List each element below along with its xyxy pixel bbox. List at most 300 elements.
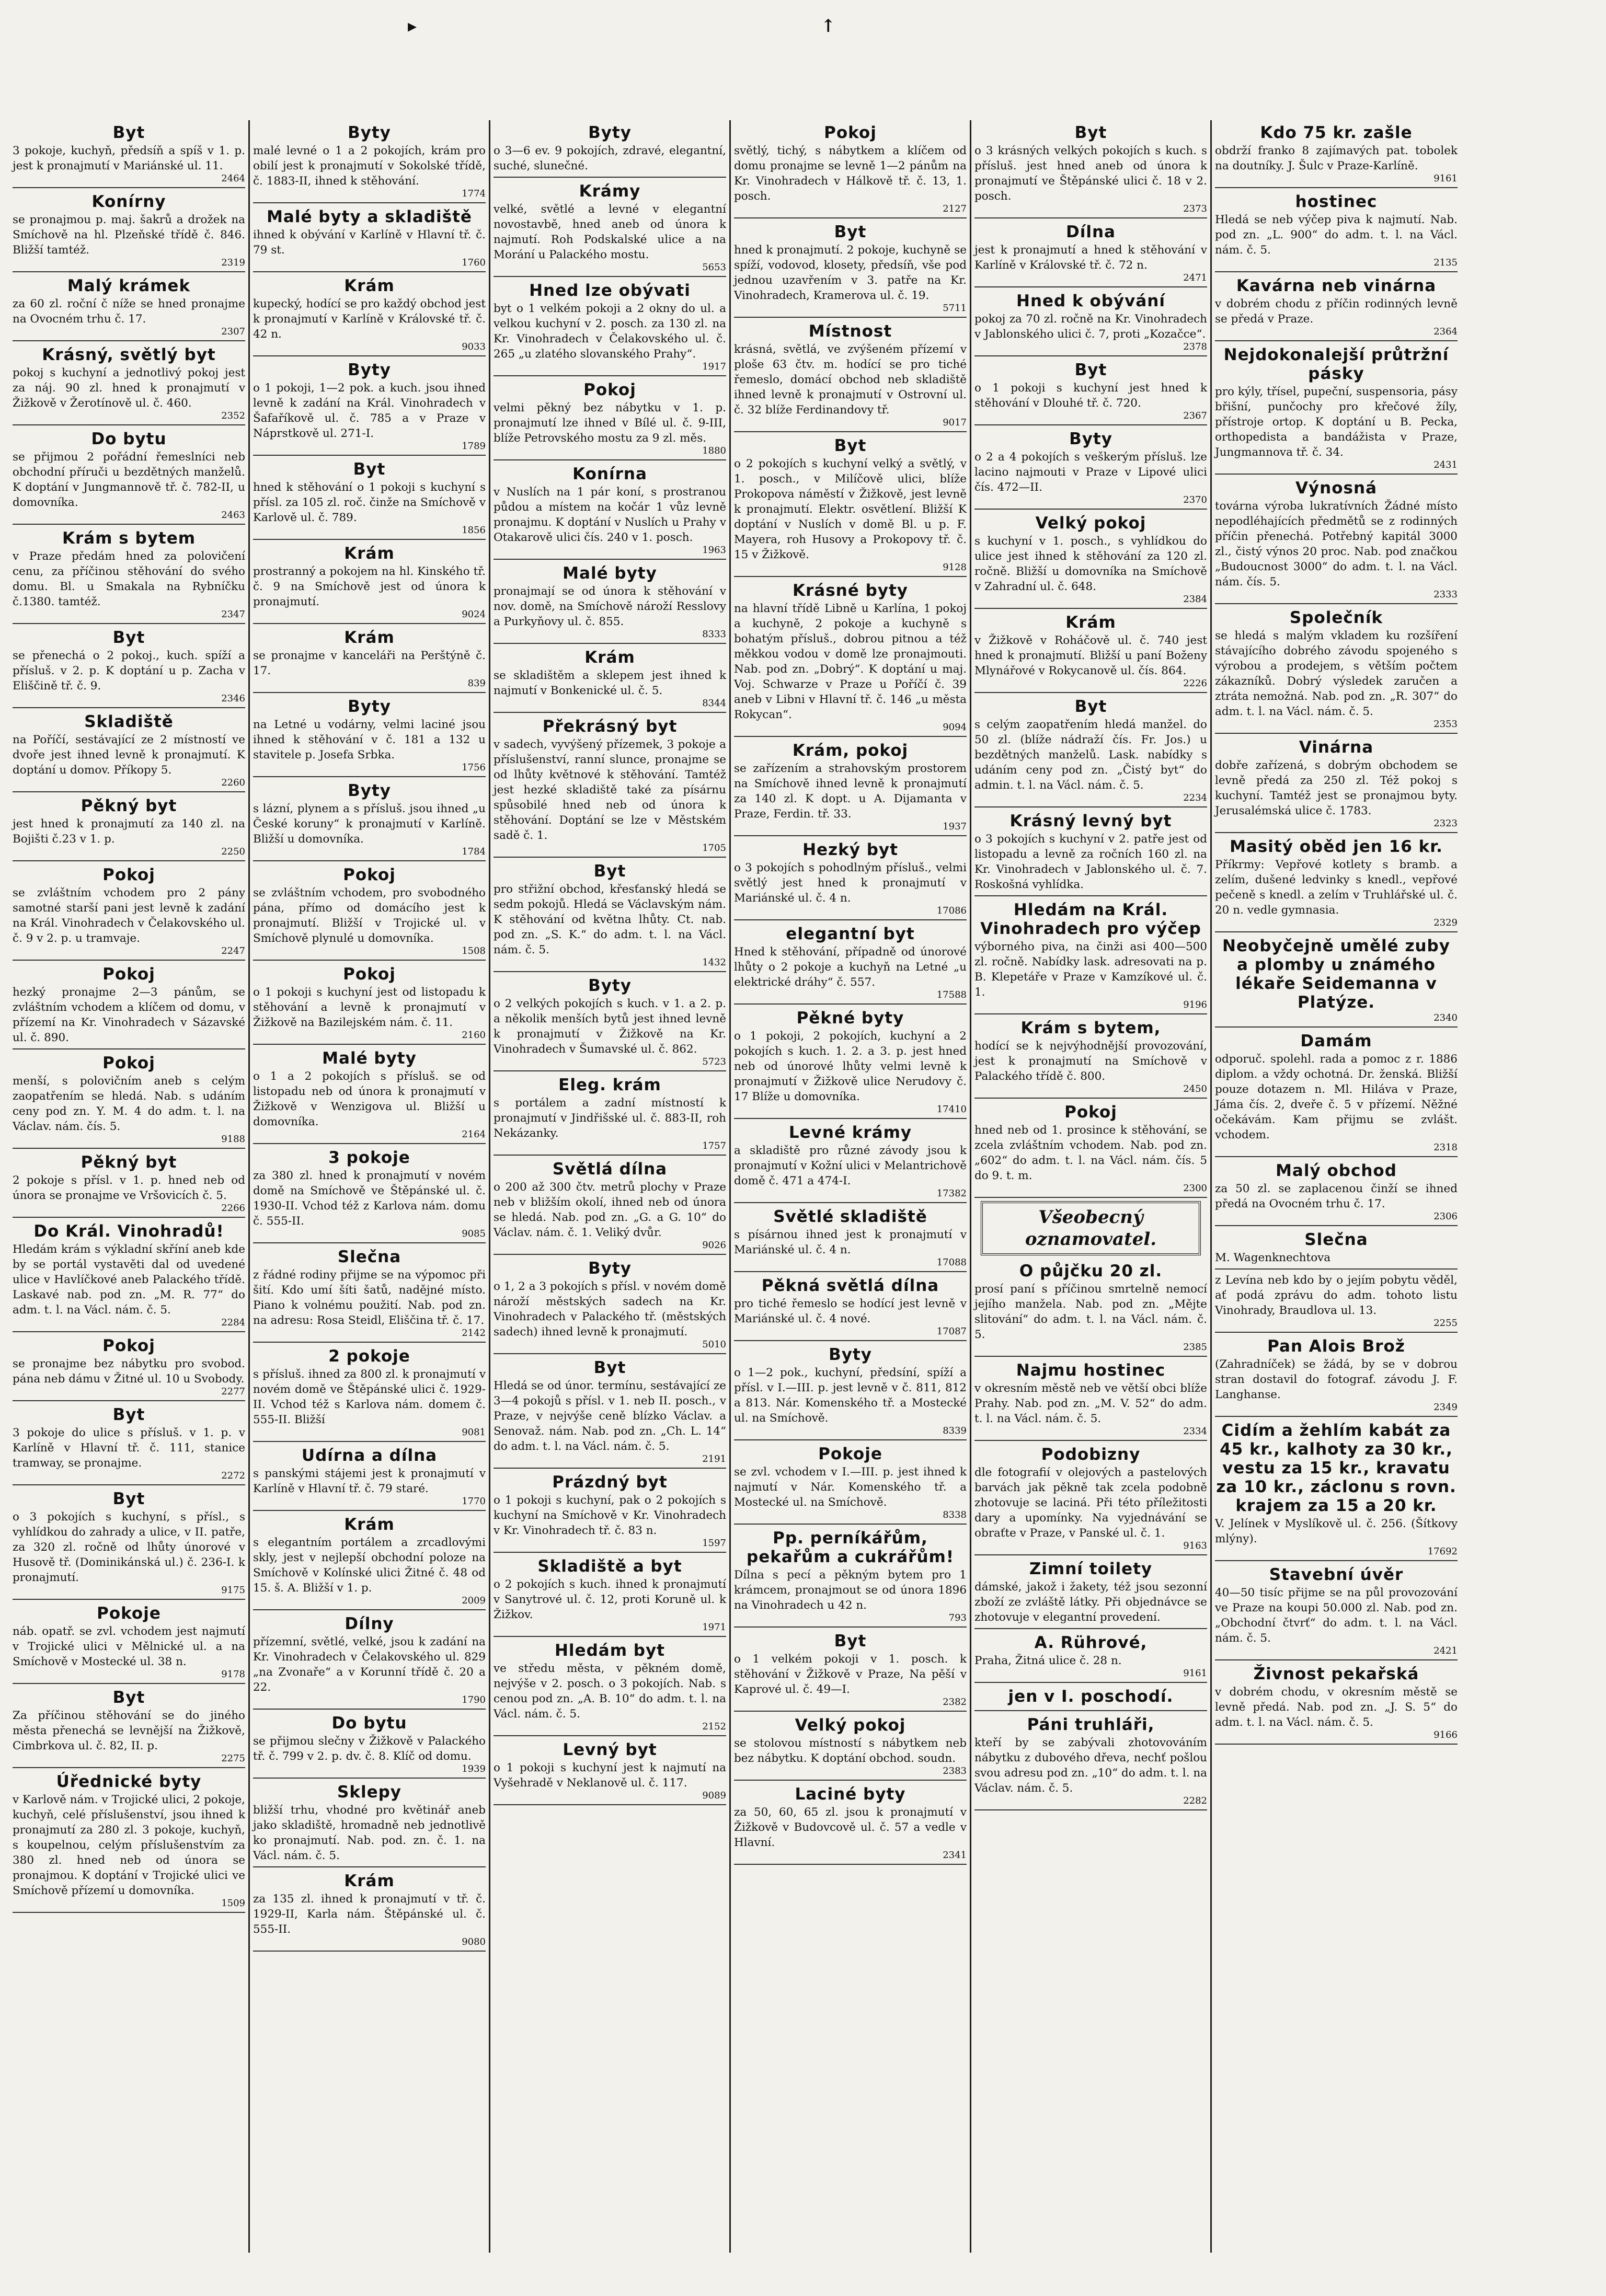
ad-number: 17410: [936, 1104, 967, 1115]
ad-number: 2364: [1433, 326, 1458, 337]
classified-ad: [734, 1342, 967, 1440]
classified-ad: [494, 859, 726, 972]
classified-ad: [253, 625, 486, 693]
ad-title: Krám s bytem: [62, 529, 196, 548]
ad-body: za 50, 60, 65 zl. jsou k pronajmutí v Žižkově v Budovcově ul. č. 57 a vedle v Hlavní.: [734, 1806, 967, 1849]
ad-title: Velký pokoj: [795, 1716, 906, 1735]
ad-title: Kavárna neb vinárna: [1236, 276, 1437, 295]
ad-number: 1856: [462, 525, 486, 536]
ad-title: Hezký byt: [802, 840, 898, 859]
ad-body: hned neb od 1. prosince k stěhování, se zcela zvláštním vchodem. Nab. pod zn. „602“ do adm. t. l. na Václ. nám. čís. 5 do 9. t. m.: [974, 1124, 1207, 1182]
ad-title: Byt: [834, 436, 867, 455]
ad-number: 1774: [462, 188, 486, 199]
classified-ad: [734, 319, 967, 432]
ad-number: 5010: [702, 1339, 726, 1350]
classified-ad: [974, 1259, 1207, 1357]
ad-title: Cidím a žehlím kabát za 45 kr., kalhoty za 30 kr., vestu za 15 kr., kravatu za 10 kr., záclonu s rovn. krajem za 15 a 20 kr.: [1216, 1421, 1456, 1515]
ad-title: Páni truhláři,: [1027, 1715, 1155, 1734]
ad-title: Udírna a dílna: [301, 1446, 438, 1465]
ad-body: za 50 zl. se zaplacenou činží se ihned předá na Ovocném trhu č. 17.: [1215, 1182, 1458, 1210]
ad-body: Hledá se neb výčep piva k najmutí. Nab. pod zn. „L. 900“ do adm. t. l. na Václ. nám. č. 5.: [1215, 213, 1458, 257]
ad-number: 2306: [1433, 1211, 1458, 1222]
ad-body: malé levné o 1 a 2 pokojích, krám pro obilí jest k pronajmutí v Sokolské třídě, č. 1883-II, ihned k stěhování.: [253, 144, 486, 188]
classified-ad: [253, 1344, 486, 1442]
ad-title: A. Rührové,: [1034, 1633, 1148, 1652]
ad-body: krásná, světlá, ve zvýšeném přízemí v ploše 63 čtv. m. hodící se pro tiché řemeslo, domácí obchod neb skladiště ihned levně k pronajmutí v Ostrovní ul. č. 32 blíže Ferdinandovy tř.: [734, 343, 967, 417]
ad-title: Do Král. Vinohradů!: [33, 1222, 224, 1241]
ad-number: 8339: [943, 1425, 967, 1436]
classified-ad: [494, 645, 726, 713]
ad-body: se přijmou slečny v Žižkově v Palackého tř. č. 799 v 2. p. dv. č. 8. Klíč od domu.: [253, 1735, 486, 1763]
ad-title: Krám, pokoj: [792, 741, 909, 760]
page-top-marks: [0, 16, 1606, 37]
ad-number: 2378: [1183, 341, 1207, 352]
ad-number: 2334: [1183, 1426, 1207, 1437]
ad-title: Dílny: [345, 1614, 394, 1633]
classified-ad: [1215, 1418, 1458, 1561]
ad-number: 793: [948, 1612, 967, 1623]
classified-ad: [1215, 933, 1458, 1028]
classified-ad: [974, 610, 1207, 693]
ad-title: 3 pokoje: [328, 1148, 410, 1167]
classified-ad: [1215, 1158, 1458, 1226]
ad-body: pro střižní obchod, křesťanský hledá se sedm pokojů. Hledá se Václavským nám. K stěhování od května lhůty. Ct. nab. pod zn. „S. K.“ do adm. t. l. na Václ. nám. č. 5.: [494, 883, 726, 956]
classified-ad: [734, 220, 967, 318]
ad-body: se zařízením a strahovským prostorem na Smíchově ihned levně k pronajmutí za 140 zl. K dopt. u A. Dijamanta v Praze, Ferdin. tř. 33.: [734, 762, 967, 821]
classified-ad: [1215, 120, 1458, 188]
ad-title: Sklepy: [337, 1783, 402, 1802]
ad-number: 1963: [702, 545, 726, 556]
ad-number: 8338: [943, 1509, 967, 1520]
classified-ad: [494, 120, 726, 178]
ad-number: 1939: [462, 1763, 486, 1774]
ad-body: odporuč. spolehl. rada a pomoc z r. 1886 diplom. a vždy ochotná. Dr. ženská. Bližší pouze dotazem n. Ml. Hiláva v Praze, Jáma čís. 2, dveře č. 5 v přízemí. Něžné očekávám. Kam přijmu se zvlášt. vchodem.: [1215, 1053, 1458, 1141]
ad-number: 9081: [462, 1427, 486, 1438]
ad-number: 9024: [462, 609, 486, 620]
ad-title: Byt: [353, 460, 386, 479]
ad-number: 9085: [462, 1228, 486, 1239]
ad-title: Slečna: [337, 1248, 402, 1266]
ad-number: 2352: [221, 410, 245, 421]
column-1: [9, 120, 250, 2253]
classified-ad: [974, 426, 1207, 510]
ad-body: v sadech, vyvýšený přízemek, 3 pokoje a příslušenství, ranní slunce, pronajme se od lhůty květnové k stěhování. Tamtéž jest hezké skladiště také za písárnu spůsobilé hned neb od února k stěhování. Doptání se lze v Městském sadě č. 1.: [494, 738, 726, 842]
classified-ad: [974, 1712, 1207, 1810]
ad-title: Eleg. krám: [558, 1076, 661, 1094]
classified-ad: [1215, 1271, 1458, 1333]
classified-ad: [13, 120, 245, 188]
top-mark-left: ▸: [408, 16, 417, 37]
ad-title: Byt: [1074, 123, 1107, 142]
ad-title: Pokoj: [1064, 1103, 1117, 1122]
ad-number: 1597: [702, 1538, 726, 1549]
ad-number: 2247: [221, 945, 245, 956]
ad-number: 2160: [462, 1030, 486, 1041]
ad-number: 2260: [221, 777, 245, 788]
classified-ad: [1215, 1562, 1458, 1660]
classified-ad: [494, 461, 726, 560]
ad-number: 1756: [462, 762, 486, 773]
ad-number: 2318: [1433, 1142, 1458, 1153]
ad-body: o 1 pokoji s kuchyní jest od listopadu k stěhování a levně k pronajmutí v Žižkově na Bazilejském nám. č. 11.: [253, 986, 486, 1029]
ad-number: 1760: [462, 257, 486, 268]
classified-ad: [253, 1443, 486, 1511]
ad-title: Světlé skladiště: [773, 1207, 927, 1226]
ad-number: 2463: [221, 510, 245, 521]
ad-title: Nejdokonalejší průtržní pásky: [1223, 345, 1449, 383]
ad-title: Do bytu: [91, 430, 167, 448]
classified-ad: [253, 1780, 486, 1867]
ad-body: se zvl. vchodem v I.—III. p. jest ihned k najmutí v Nár. Komenského tř. a Mostecké ul. na Smíchově.: [734, 1466, 967, 1509]
ad-title: Pokoj: [343, 866, 396, 884]
classified-ad: [1215, 1334, 1458, 1417]
ad-number: 2323: [1433, 818, 1458, 829]
ad-body: o 3 pokojích s kuchyní, s přísl., s vyhlídkou do zahrady a ulice, v II. patře, za 320 zl. ročně od lhůty únorové v Husově tř. (Dominikánská ul.) č. 236-I. k pronajmutí.: [13, 1510, 245, 1584]
ad-number: 2307: [221, 326, 245, 337]
ad-title: Úřednické byty: [56, 1772, 202, 1791]
ad-body: s elegantním portálem a zrcadlovými skly, jest v nejlepší obchodní poloze na Smíchově v Kolínské ulici Žitné č. 48 od 15. š. A. Bližší v 1. p.: [253, 1536, 486, 1595]
ad-body: v dobrém chodu z příčin rodinných levně se předá v Praze.: [1215, 297, 1458, 326]
ad-title: Pokoj: [583, 380, 636, 399]
ad-number: 2009: [462, 1595, 486, 1606]
ad-title: Byty: [348, 123, 391, 142]
ad-number: 9128: [943, 562, 967, 573]
ad-title: Zimní toilety: [1029, 1560, 1153, 1578]
ad-body: a skladiště pro různé závody jsou k pronajmutí v Kožní ulici v Melantrichově domě č. 471 a 474-I.: [734, 1144, 967, 1187]
ad-title: Byty: [348, 361, 391, 379]
classified-ad: [13, 862, 245, 961]
ad-body: Hned k stěhování, případně od únorové lhůty o 2 pokoje a kuchyň na Letné „u elektrické dráhy“ č. 557.: [734, 945, 967, 989]
column-4: [731, 120, 971, 2253]
classified-ad: [974, 694, 1207, 807]
ad-body: v okresním městě neb ve větší obci blíže Prahy. Nab. pod zn. „M. V. 52“ do adm. t. l. na Václ. nám. č. 5.: [974, 1382, 1207, 1425]
ad-number: 9017: [943, 417, 967, 428]
ad-body: hezký pronajme 2—3 pánům, se zvláštním vchodem a klíčem od domu, v přízemí na Kr. Vinohradech v Sázavské ul. č. 890.: [13, 986, 245, 1044]
ad-number: 9026: [702, 1240, 726, 1251]
ad-title: Dílna: [1066, 223, 1116, 241]
ad-title: Byty: [348, 697, 391, 716]
ad-body: pokoj za 70 zl. ročně na Kr. Vinohradech v Jablonského ulici č. 7, proti „Kozačce“.: [974, 313, 1207, 341]
classified-ad: [253, 1711, 486, 1779]
classified-ad: [974, 120, 1207, 218]
ad-title: Byt: [834, 223, 867, 241]
classified-ad: [974, 1442, 1207, 1555]
ad-body: obdrží franko 8 zajímavých pat. tobolek na doutníky. J. Šulc v Praze-Karlíně.: [1215, 144, 1458, 172]
top-mark-right: ↑: [821, 16, 836, 37]
ad-title: O půjčku 20 zl.: [1019, 1262, 1163, 1280]
ad-body: se stolovou místností s nábytkem neb bez nábytku. K doptání obchod. soudn.: [734, 1737, 967, 1765]
ad-title: Malý krámek: [67, 276, 191, 295]
classified-ad: [734, 1526, 967, 1628]
classified-ad: [974, 1630, 1207, 1683]
column-5: [971, 120, 1212, 2253]
ad-body: o 3 pokojích s pohodlným přísluš., velmi světlý jest hned k pronajmutí v Mariánské ul. č. 4 n.: [734, 861, 967, 905]
ad-number: 2266: [221, 1203, 245, 1214]
ad-body: kupecký, hodící se pro každý obchod jest k pronajmutí v Karlíně v Královské tř. č. 42 n.: [253, 297, 486, 341]
ad-body: jest hned k pronajmutí za 140 zl. na Bojišti č.23 v 1. p.: [13, 817, 245, 846]
ad-number: 1705: [702, 843, 726, 853]
ad-number: 2226: [1183, 678, 1207, 689]
classified-ad: [13, 189, 245, 272]
ad-body: s celým zaopatřením hledá manžel. do 50 zl. (blíže nádraží čís. Fr. Jos.) u bezdětných manželů. Lask. nabídky s udáním ceny pod zn. „Čistý byt“ do admin. t. l. na Václ. nám. č. 5.: [974, 718, 1207, 792]
ad-body: o 2 velkých pokojích s kuch. v 1. a 2. p. a několik menších bytů jest ihned levně k pronajmutí v Žižkově na Kr. Vinohradech v Šumavské ul. č. 862.: [494, 997, 726, 1056]
ad-number: 9161: [1183, 1668, 1207, 1679]
ad-body: o 1 pokoji s kuchyní jest hned k stěhování v Dlouhé tř. č. 720.: [974, 382, 1207, 410]
ad-number: 1971: [702, 1622, 726, 1633]
ad-title: Byt: [1074, 697, 1107, 716]
classified-ad: [253, 1244, 486, 1343]
ad-title: Pokoje: [97, 1604, 161, 1623]
ad-number: 2450: [1183, 1083, 1207, 1094]
ad-body: přízemní, světlé, velké, jsou k zadání na Kr. Vinohradech v Čelakovského ul. 829 „na Zvonaře“ a v Korunní třídě č. 20 a 22.: [253, 1635, 486, 1694]
ad-number: 2275: [221, 1753, 245, 1764]
classified-ad: [13, 1486, 245, 1600]
ad-number: 1917: [702, 361, 726, 372]
classified-ad: [1215, 834, 1458, 932]
classified-ad: [494, 377, 726, 460]
ad-number: 2384: [1183, 594, 1207, 605]
classified-ad: [253, 273, 486, 356]
ad-number: 1789: [462, 441, 486, 452]
ad-title: Najmu hostinec: [1016, 1361, 1166, 1380]
ad-number: 2431: [1433, 459, 1458, 470]
ad-body: s přísluš. ihned za 800 zl. k pronajmutí v novém domě ve Štěpánské ulici č. 1929-II. Vchod též s Karlova nám. domem č. 555-II. Bližší: [253, 1368, 486, 1426]
classified-ad: [974, 357, 1207, 425]
ad-number: 2349: [1433, 1402, 1458, 1413]
ad-number: 839: [467, 678, 486, 689]
classified-ad: [13, 1219, 245, 1332]
ad-body: se pronajme v kanceláři na Perštýně č. 17.: [253, 649, 486, 677]
ad-title: Hned k obývání: [1016, 292, 1165, 310]
classified-ad: [1215, 1227, 1458, 1270]
ad-body: s písárnou ihned jest k pronajmutí v Mariánské ul. č. 4 n.: [734, 1228, 967, 1256]
ad-number: 2471: [1183, 272, 1207, 283]
classified-ad: [494, 973, 726, 1071]
classified-ad: [734, 1441, 967, 1525]
classified-ad: [13, 273, 245, 341]
ad-number: 17588: [936, 989, 967, 1000]
ad-title: Byt: [1074, 361, 1107, 379]
ad-title: Krásný, světlý byt: [42, 345, 216, 364]
classified-ad: [13, 1402, 245, 1485]
ad-body: bližší trhu, vhodné pro květinář aneb jako skladiště, hromadně neb jednotlivě ko pronajmutí. Nab. pod. zn. č. 1. na Václ. nám. č. 5.: [253, 1804, 486, 1862]
classified-ad: [1215, 189, 1458, 272]
ad-title: Pokoj: [824, 123, 877, 142]
ad-number: 9094: [943, 722, 967, 733]
classified-ad: [494, 1470, 726, 1553]
classified-ad: [734, 578, 967, 737]
ad-number: 9161: [1433, 173, 1458, 184]
ad-body: M. Wagenknechtova: [1215, 1251, 1331, 1264]
ad-number: 2333: [1433, 589, 1458, 600]
classified-ad: [494, 278, 726, 376]
ad-body: hned k stěhování o 1 pokoji s kuchyní s přísl. za 105 zl. roč. činže na Smíchově v Karlově ul. č. 789.: [253, 481, 486, 524]
ad-body: náb. opatř. se zvl. vchodem jest najmutí v Trojické ulici v Mělnické ul. a na Smíchově v Mostecké ul. 38 n.: [13, 1625, 245, 1668]
ad-title: Krám s bytem,: [1020, 1019, 1161, 1037]
ad-title: Laciné byty: [795, 1785, 906, 1804]
ad-body: se přenechá o 2 pokoj., kuch. spíží a přísluš. v 2. p. K doptání u p. Zacha v Eliščině tř. č. 9.: [13, 649, 245, 693]
ad-body: Dílna s pecí a pěkným bytem pro 1 krámcem, pronajmout se od února 1896 na Vinohradech u 42 n.: [734, 1568, 967, 1612]
ad-number: 9175: [221, 1585, 245, 1596]
ad-number: 2353: [1433, 719, 1458, 730]
ad-body: pokoj s kuchyní a jednotlivý pokoj jest za náj. 90 zl. hned k pronajmutí v Žižkově v Žerotínově ul. č. 460.: [13, 366, 245, 410]
ad-title: Pěkné byty: [796, 1009, 904, 1028]
classified-ad: [494, 1157, 726, 1255]
ad-number: 2373: [1183, 203, 1207, 214]
ad-number: 2272: [221, 1470, 245, 1481]
ad-title: Pěkná světlá dílna: [761, 1276, 939, 1295]
ad-number: 2282: [1183, 1795, 1207, 1806]
ad-number: 1790: [462, 1694, 486, 1705]
ad-title: 2 pokoje: [328, 1347, 410, 1366]
ad-title: Pěkný byt: [81, 797, 177, 815]
classified-ad: [253, 120, 486, 203]
classified-ad: [734, 1120, 967, 1203]
ad-number: 9178: [221, 1669, 245, 1680]
ad-number: 17086: [936, 905, 967, 916]
classified-ad: [253, 1868, 486, 1952]
classified-ad: [253, 1145, 486, 1243]
ad-title: Společník: [1289, 608, 1383, 627]
ad-body: o 2 pokojích s kuchyní velký a světlý, v 1. posch., v Milíčově ulici, blíže Prokopova náměstí v Žižkově, jest levně k pronajmutí. Elektr. osvětlení. Bližší K doptání v Nuslích v domě Bl. u p. F. Mayera, roh Husovy a Prokopovy tř. č. 15 v Žižkově.: [734, 457, 967, 561]
ad-number: 2346: [221, 693, 245, 704]
ad-number: 9163: [1183, 1540, 1207, 1551]
ad-body: pro tiché řemeslo se hodící jest levně v Mariánské ul. č. 4 nové.: [734, 1297, 967, 1325]
ad-body: o 1 pokoji, 2 pokojích, kuchyní a 2 pokojích s kuch. 1. 2. a 3. p. jest hned neb od únorové lhůty velmi levně k pronajmutí v Žižkově ulice Nerudovy č. 17 Blíže u domovníka.: [734, 1030, 967, 1103]
ad-title: Stavební úvěr: [1269, 1565, 1404, 1584]
ad-title: Hledám byt: [554, 1641, 665, 1660]
ad-number: 2340: [1433, 1012, 1458, 1023]
ad-number: 2142: [462, 1328, 486, 1339]
ad-body: o 1—2 pok., kuchyní, předsíní, spíží a přísl. v I.—III. p. jest levně v č. 811, 812 a 813. Nár. Komenského tř. a Mostecké ul. na Smíchově.: [734, 1366, 967, 1425]
ad-title: jen v I. poschodí.: [1008, 1687, 1174, 1706]
ad-body: na Poříčí, sestávající ze 2 místností ve dvoře jest ihned levně k pronajmutí. K doptání u domov. Příkopy 5.: [13, 733, 245, 777]
ad-body: pro kýly, třísel, pupeční, suspensoria, pásy břišní, punčochy pro křečové žíly, přístroje ortop. K doptání u B. Pecka, orthopedista a bandážista v Praze, Jungmannova tř. č. 34.: [1215, 385, 1458, 459]
ad-title: Malé byty: [322, 1049, 417, 1068]
ad-number: 1770: [462, 1496, 486, 1507]
classified-ad: [734, 1204, 967, 1272]
classified-ad: [13, 1333, 245, 1401]
ad-body: v Praze předám hned za polovičení cenu, za příčinou stěhování do svého domu. Bl. u Smakala na Rybníčku č.1380. tamtéž.: [13, 550, 245, 608]
ad-body: velké, světlé a levné v elegantní novostavbě, hned aneb od února k najmutí. Roh Podskalské ulice a na Morání u Palackého mostu.: [494, 203, 726, 261]
ad-title: Krám: [344, 276, 395, 295]
ad-number: 2234: [1183, 792, 1207, 803]
ad-body: o 3 pokojích s kuchyní v 2. patře jest od listopadu a levně za ročních 160 zl. na Kr. Vinohradech v Jablonského ul. č. 7. Roskošná vyhlídka.: [974, 833, 1207, 891]
ad-number: 2385: [1183, 1342, 1207, 1353]
ad-body: 3 pokoje, kuchyň, předsíň a spíš v 1. p. jest k pronajmutí v Mariánské ul. 11.: [13, 144, 245, 172]
ad-body: se zvláštním vchodem, pro svobodného pána, přímo od domácího jest k pronajmutí. Bližší v Trojické ul. v Smíchově plynulé u domovníka.: [253, 886, 486, 945]
ad-title: Výnosná: [1295, 479, 1377, 498]
ad-title: Do bytu: [331, 1714, 407, 1733]
ad-title: Krám: [344, 628, 395, 647]
ad-number: 9033: [462, 341, 486, 352]
ad-title: Byty: [348, 781, 391, 800]
column-3: [490, 120, 731, 2253]
ad-body: za 60 zl. roční č níže se hned pronajme na Ovocném trhu č. 17.: [13, 297, 245, 326]
ad-number: 2421: [1433, 1645, 1458, 1656]
ad-body: o 1 pokoji s kuchyní, pak o 2 pokojích s kuchyní na Smíchově v Kr. Vinohradech v Kr. Vinohradech tř. č. 83 n.: [494, 1494, 726, 1537]
classified-ad: [13, 1601, 245, 1684]
ad-title: Krám: [344, 1515, 395, 1534]
ad-title: Skladiště: [84, 712, 174, 731]
classified-ad: [734, 433, 967, 577]
classified-ad: [734, 921, 967, 1005]
ad-title: Pp. perníkářům, pekařům a cukrářům!: [747, 1529, 954, 1566]
ad-body: za 380 zl. hned k pronajmutí v novém domě na Smíchově ve Štěpánské ul. č. 1930-II. Vchod též z Karlova nám. domu č. 555-II.: [253, 1169, 486, 1228]
ad-body: o 1 velkém pokoji v 1. posch. k stěhování v Žižkově v Praze, Na pěší v Kaprové ul. č. 49—I.: [734, 1653, 967, 1696]
ad-body: Praha, Žitná ulice č. 28 n.: [974, 1654, 1122, 1667]
classified-ad: [13, 426, 245, 525]
ad-body: dle fotografií v olejových a pastelových barvách jak pěkně tak zcela podobně zhotovuje se laciná. Při této příležitosti dary a upomínky. Na vyjednávání se obraťte v Praze, v Panské ul. č. 1.: [974, 1466, 1207, 1540]
ad-number: 9089: [702, 1790, 726, 1801]
ad-body: hned k pronajmutí. 2 pokoje, kuchyně se spíží, vodovod, klosety, předsíň, vše pod jednou uzavřením v 3. patře na Kr. Vinohradech, Kramerova ul. č. 19.: [734, 244, 967, 302]
ad-title: Byt: [593, 862, 626, 881]
classified-ad: [1215, 605, 1458, 734]
ad-title: Pokoj: [102, 866, 155, 884]
classified-columns: [9, 120, 1574, 2253]
ad-title: Neobyčejně umělé zuby a plomby u známého lékaře Seidemanna v Platýze.: [1222, 937, 1450, 1012]
ad-number: 2284: [221, 1317, 245, 1328]
ad-number: 1508: [462, 945, 486, 956]
ad-body: byt o 1 velkém pokoji a 2 okny do ul. a velkou kuchyní v 2. posch. za 130 zl. na Kr. Vinohradech v Čelakovského ul. č. 265 „u zlatého slovanského Prahy“.: [494, 302, 726, 361]
ad-title: Byt: [112, 1405, 145, 1424]
ad-body: Hledá se od únor. termínu, sestávající ze 3—4 pokojů s přísl. v 1. neb II. posch., v Praze, v nejvýše ceně blízko Václav. a Senovaž. nám. Nab. pod zn. „Ch. L. 14“ do adm. t. l. na Václ. nám. č. 5.: [494, 1379, 726, 1453]
column-2: [250, 120, 490, 2253]
ad-body: jest k pronajmutí a hned k stěhování v Karlíně v Královské tř. č. 72 n.: [974, 244, 1207, 272]
ad-title: Pěkný byt: [81, 1153, 177, 1172]
ad-body: s kuchyní v 1. posch., s vyhlídkou do ulice jest ihned k stěhování za 120 zl. ročně. Bližší u domovníka na Smíchově v Zahradní ul. č. 648.: [974, 535, 1207, 593]
classified-ad: [494, 179, 726, 277]
classified-ad: [974, 1684, 1207, 1711]
ad-title: Světlá dílna: [552, 1160, 668, 1179]
ad-number: 1880: [702, 445, 726, 456]
ad-title: Pokoj: [102, 965, 155, 984]
ad-body: o 1 pokoji s kuchyní jest k najmutí na Vyšehradě v Neklanově ul. č. 117.: [494, 1761, 726, 1790]
classified-ad: [13, 1769, 245, 1913]
ad-body: o 2 a 4 pokojích s veškerým přísluš. lze lacino najmouti v Praze v Lipové ulici čís. 472—II.: [974, 451, 1207, 494]
ad-body: o 1, 2 a 3 pokojích s přísl. v novém domě nároží městských sadech na Kr. Vinohradech v Palackého tř. (městských sadech) ihned levně k pronajmutí.: [494, 1280, 726, 1339]
ad-body: ihned k obývání v Karlíně v Hlavní tř. č. 79 st.: [253, 228, 486, 257]
ad-body: dobře zařízená, s dobrým obchodem se levně předá za 250 zl. Též pokoj s kuchyní. Tamtéž jest se pronajmou byty. Jerusalémská ulice č. 1783.: [1215, 759, 1458, 817]
ad-body: o 2 pokojích s kuch. ihned k pronajmutí v Sanytrové ul. č. 12, proti Koruně ul. k Žižkov.: [494, 1578, 726, 1621]
classified-ad: [974, 1358, 1207, 1441]
classified-ad: [253, 457, 486, 540]
ad-body: továrna výroba lukratívních Žádné místo nepodléhajících předmětů se z rodinných příčin přenechá. Potřebný kapitál 3000 zl., čistý výnos 20 proc. Nab. pod značkou „Budoucnost 3000“ do adm. t. l. na Václ. nám. čís. 5.: [1215, 500, 1458, 589]
classified-ad: [494, 1554, 726, 1637]
ad-number: 2250: [221, 846, 245, 857]
ad-body: se pronajmou p. maj. šakrů a drožek na Smíchově na hl. Plzeňské třídě č. 846. Bližší tamtéž.: [13, 213, 245, 257]
ad-body: menší, s polovičním aneb s celým zaopatřením se hledá. Nab. s udáním ceny pod zn. Y. M. 4 do adm. t. l. na Václav. nám. čís. 5.: [13, 1075, 245, 1133]
classified-ad: [13, 709, 245, 792]
ad-body: prosí paní s příčinou smrtelně nemocí jejího manžela. Nab. pod zn. „Mějte slitování“ do adm. t. l. na Václ. nám. č. 5.: [974, 1283, 1207, 1341]
ad-body: pronajmají se od února k stěhování v nov. domě, na Smíchově nároží Resslovy a Purkyňovy ul. č. 855.: [494, 585, 726, 628]
classified-ad: [253, 962, 486, 1045]
classified-ad: [974, 1556, 1207, 1629]
ad-title: Konírna: [572, 465, 647, 483]
classified-ad: [13, 342, 245, 425]
ad-number: 9188: [221, 1134, 245, 1145]
classified-ad: [974, 1100, 1207, 1198]
classified-ad: [13, 526, 245, 624]
ad-number: 2127: [943, 203, 967, 214]
ad-number: 1937: [943, 821, 967, 832]
ad-title: Kdo 75 kr. zašle: [1260, 123, 1413, 142]
ad-title: Skladiště a byt: [537, 1557, 682, 1576]
ad-title: Konírny: [91, 192, 166, 211]
classified-ad: [1215, 1662, 1458, 1745]
ad-body: 2 pokoje s přísl. v 1. p. hned neb od února se pronajme ve Vršovicích č. 5.: [13, 1174, 245, 1202]
classified-ad: [974, 897, 1207, 1014]
